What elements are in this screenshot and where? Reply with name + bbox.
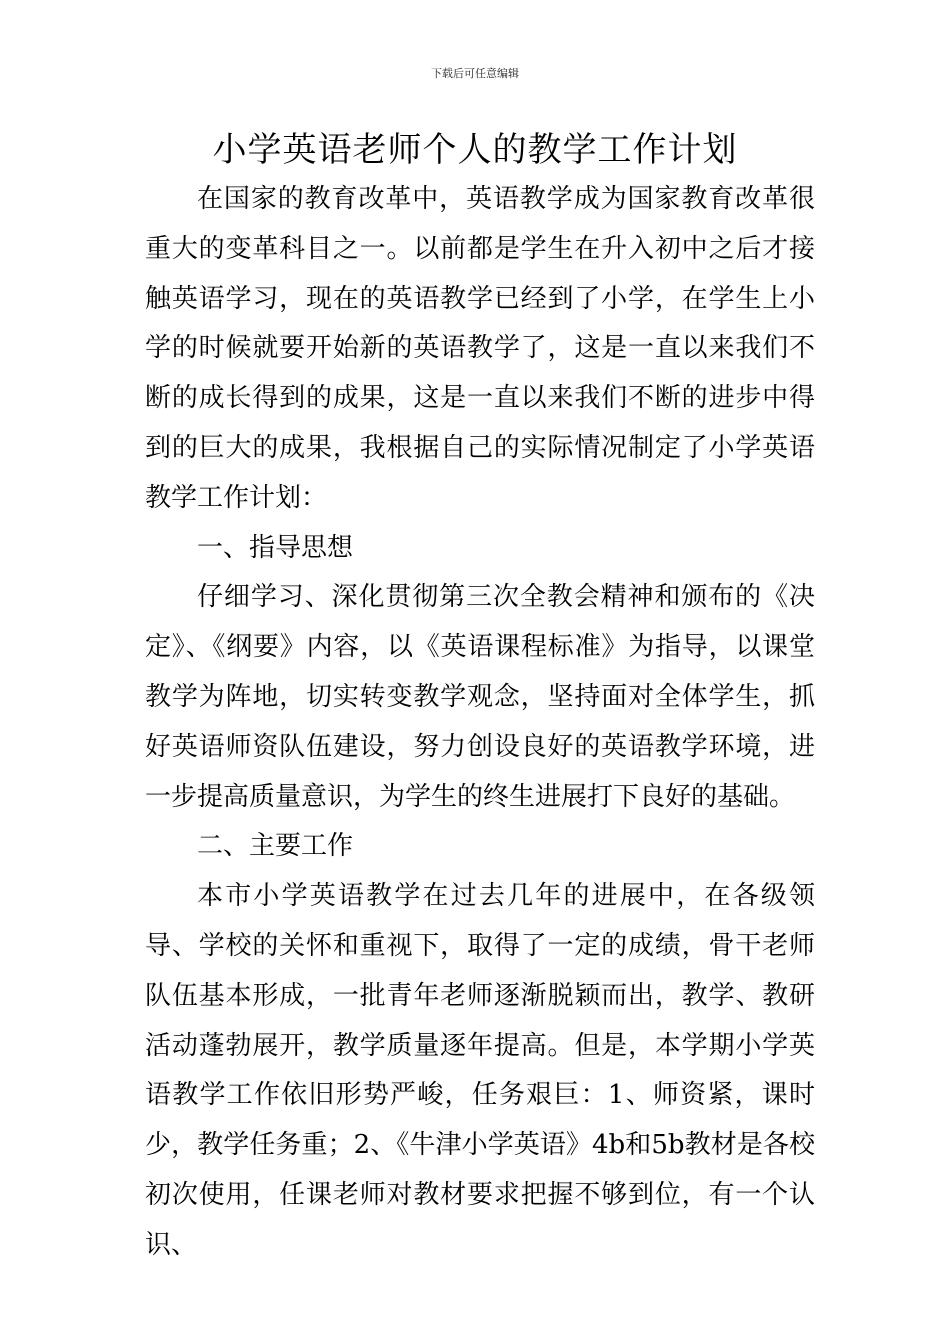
document-title: 小学英语老师个人的教学工作计划 bbox=[212, 130, 738, 170]
intro-paragraph: 在国家的教育改革中，英语教学成为国家教育改革很重大的变革科目之一。以前都是学生在升入初中之后才接触英语学习，现在的英语教学已经到了小学，在学生上小学的时候就要开始新的英语教学了，这是一直以来我们不断的成长得到的成果，这是一直以来我们不断的进步中得到的巨大的成果，我根据自己的实际情况制定了小学英语教学工作计划： bbox=[145, 184, 815, 513]
section-heading-guiding-thought: 一、指导思想 bbox=[197, 532, 354, 563]
header-note: 下载后可任意编辑 bbox=[431, 67, 519, 80]
section-heading-main-work: 二、主要工作 bbox=[197, 831, 354, 862]
guiding-thought-paragraph: 仔细学习、深化贯彻第三次全教会精神和颁布的《决定》、《纲要》内容，以《英语课程标准》为指导，以课堂教学为阵地，切实转变教学观念，坚持面对全体学生，抓好英语师资队伍建设，努力创设良好的英语教学环境，进一步提高质量意识，为学生的终生进展打下良好的基础。 bbox=[145, 582, 815, 812]
main-work-paragraph: 本市小学英语教学在过去几年的进展中，在各级领导、学校的关怀和重视下，取得了一定的成绩，骨干老师队伍基本形成，一批青年老师逐渐脱颖而出，教学、教研活动蓬勃展开，教学质量逐年提高。但是，本学期小学英语教学工作依旧形势严峻，任务艰巨：1、师资紧，课时少，教学任务重；2、《牛津小学英语》4b和5b教材是各校初次使用，任课老师对教材要求把握不够到位，有一个认识、 bbox=[145, 881, 815, 1260]
document-body bbox=[145, 175, 815, 1271]
